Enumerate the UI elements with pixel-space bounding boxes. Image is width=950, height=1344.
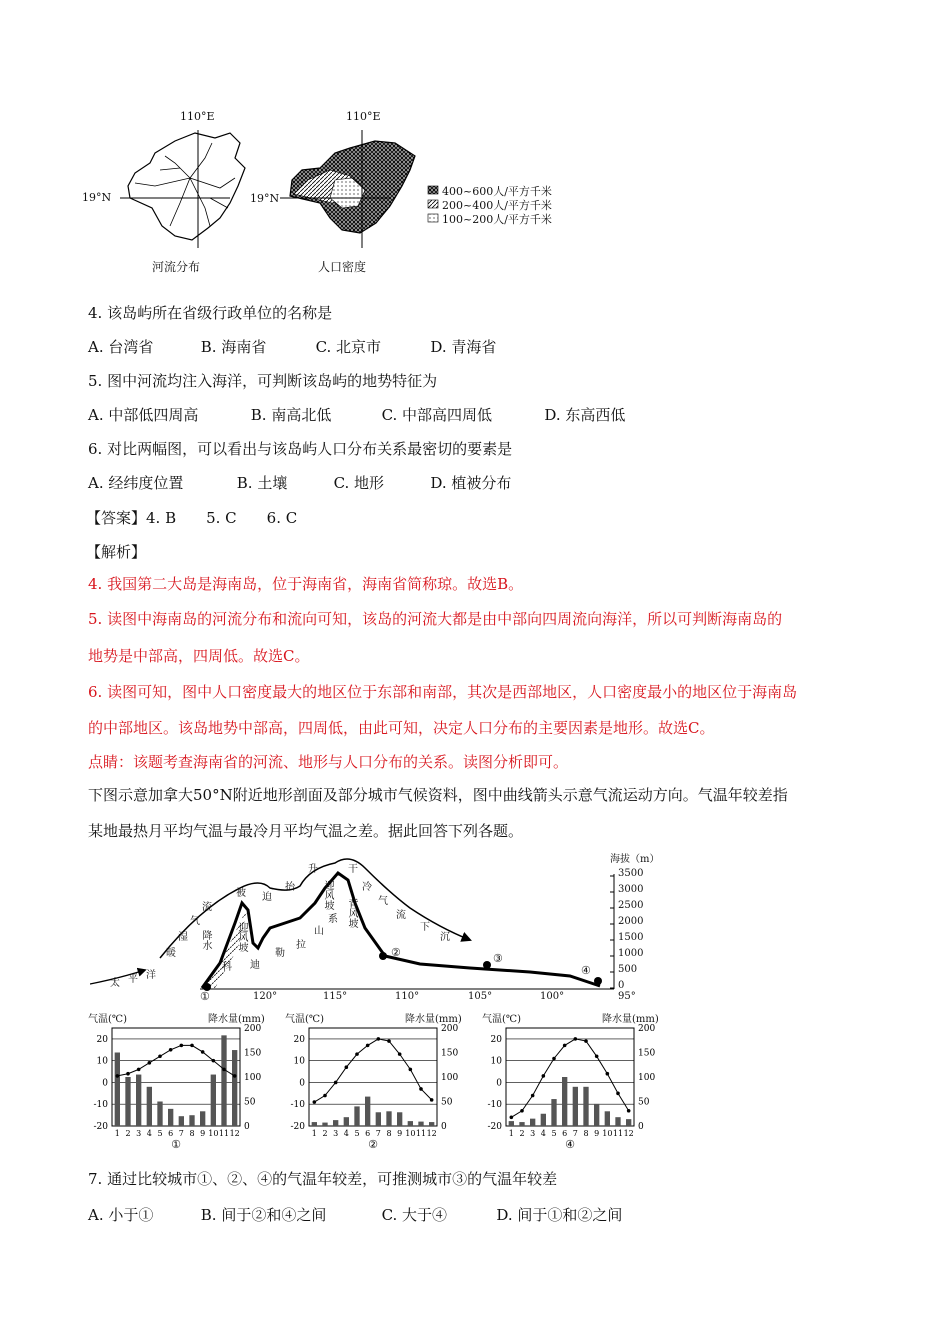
q5-option-a[interactable]: A. 中部低四周高	[88, 406, 199, 424]
month-tick-label: 8	[583, 1129, 589, 1138]
precip-bar	[509, 1121, 514, 1126]
precip-bar	[573, 1087, 578, 1126]
precip-tick-label: 50	[638, 1097, 650, 1108]
temperature-point	[169, 1048, 173, 1052]
precip-tick-label: 50	[244, 1097, 256, 1108]
precip-bar	[157, 1102, 162, 1127]
airflow-12: 流	[396, 910, 406, 921]
leeward: 背风坡	[346, 898, 357, 928]
airflow-1: 暖	[166, 948, 176, 959]
precip-tick-label: 0	[244, 1122, 250, 1132]
legend-mid: 200~400人/平方千米	[442, 199, 552, 212]
legend-swatch-low	[428, 214, 438, 222]
alt-500: 500	[618, 964, 638, 975]
temperature-point	[222, 1068, 226, 1072]
mountain-4: 拉	[296, 940, 306, 951]
pacific-2: 平	[128, 974, 138, 985]
chart2-precip-label: 降水量(mm)	[405, 1014, 462, 1025]
precip-bar	[179, 1116, 184, 1126]
temp-tick-label: -10	[487, 1100, 502, 1111]
q5-option-c[interactable]: C. 中部高四周低	[381, 406, 493, 424]
altitude-title: 海拔（m）	[610, 854, 660, 865]
lon-label-right: 110°E	[346, 110, 381, 123]
temperature-point	[552, 1057, 556, 1061]
precip-bar	[354, 1106, 359, 1126]
airflow-3: 气	[190, 916, 200, 927]
month-tick-label: 6	[168, 1129, 174, 1138]
analysis-line-1: 4. 我国第二大岛是海南岛，位于海南省，海南省简称琼。故选B。	[88, 575, 524, 593]
hainan-figure	[80, 108, 580, 283]
temperature-line	[314, 1039, 431, 1102]
chart1-temp-label: 气温(℃)	[88, 1014, 127, 1025]
mountain-1: 科	[222, 962, 232, 973]
precip-bar	[397, 1112, 402, 1126]
climate-chart-2	[285, 1008, 470, 1150]
population-map	[280, 130, 415, 248]
q4-option-b[interactable]: B. 海南省	[200, 338, 267, 356]
windward-2: 迎风坡	[322, 880, 333, 910]
precip-bar	[125, 1077, 130, 1126]
q5-options	[88, 404, 625, 425]
temperature-point	[430, 1098, 434, 1102]
month-tick-label: 10	[602, 1129, 613, 1138]
pacific-1: 太	[110, 978, 120, 989]
temperature-point	[574, 1037, 578, 1041]
airflow-11: 气	[378, 896, 388, 907]
precip-bar	[626, 1119, 631, 1126]
temperature-point	[334, 1081, 338, 1085]
temp-tick-label: -20	[93, 1122, 108, 1132]
mountain-2: 迪	[250, 960, 260, 971]
chart-frame	[112, 1028, 240, 1126]
month-tick-label: 7	[375, 1129, 381, 1138]
month-tick-label: 11	[218, 1129, 230, 1138]
temperature-point	[409, 1068, 413, 1072]
lon-100: 100°	[540, 991, 565, 1002]
q6-option-d[interactable]: D. 植被分布	[430, 474, 512, 492]
precip-bar	[365, 1097, 370, 1126]
climate-chart-4	[482, 1008, 667, 1150]
q7-option-d[interactable]: D. 间于①和②之间	[496, 1206, 623, 1224]
intro-line-2: 某地最热月平均气温与最冷月平均气温之差。据此回答下列各题。	[88, 822, 524, 840]
temp-tick-label: -20	[487, 1122, 502, 1132]
temp-tick-label: 10	[96, 1056, 108, 1067]
analysis-line-5: 的中部地区。该岛地势中部高，四周低，由此可知，决定人口分布的主要因素是地形。故选C。	[88, 719, 715, 737]
temperature-point	[542, 1074, 546, 1078]
airflow-14: 沉	[440, 932, 450, 943]
temperature-point	[137, 1068, 141, 1072]
lat-label-left: 19°N	[82, 191, 112, 204]
temp-tick-label: -10	[93, 1100, 108, 1111]
climate-chart-2-svg	[285, 1008, 470, 1150]
temperature-point	[313, 1100, 317, 1104]
temperature-point	[563, 1044, 567, 1048]
q7-stem: 7. 通过比较城市①、②、④的气温年较差，可推测城市③的气温年较差	[88, 1170, 558, 1188]
month-tick-label: 12	[229, 1129, 240, 1138]
month-tick-label: 5	[157, 1129, 163, 1138]
month-tick-label: 11	[415, 1129, 427, 1138]
legend-high: 400~600人/平方千米	[442, 185, 552, 198]
temperature-point	[180, 1044, 184, 1048]
mountain-6: 系	[328, 914, 338, 925]
station-2-label: ②	[391, 946, 401, 959]
comment: 点睛：该题考查海南省的河流、地形与人口分布的关系。读图分析即可。	[88, 753, 569, 771]
q7-options	[88, 1204, 622, 1225]
q6-option-c[interactable]: C. 地形	[333, 474, 385, 492]
temp-tick-label: 0	[496, 1078, 502, 1089]
temperature-point	[398, 1052, 402, 1056]
chart4-precip-label: 降水量(mm)	[602, 1014, 659, 1025]
precip-tick-label: 0	[441, 1122, 447, 1132]
temp-tick-label: -10	[290, 1100, 305, 1111]
precip-tick-label: 150	[441, 1048, 459, 1059]
profile-svg	[90, 848, 670, 1008]
climate-chart-4-svg	[482, 1008, 667, 1150]
lon-120: 120°	[253, 991, 278, 1002]
q6-options	[88, 472, 511, 493]
month-tick-label: 12	[426, 1129, 437, 1138]
temp-tick-label: 20	[293, 1034, 305, 1045]
temperature-point	[190, 1044, 194, 1048]
chart4-temp-label: 气温(℃)	[482, 1014, 521, 1025]
precip-tick-label: 100	[638, 1073, 656, 1083]
month-tick-label: 9	[594, 1129, 600, 1138]
chart1-precip-label: 降水量(mm)	[208, 1014, 265, 1025]
precip-bar	[562, 1077, 567, 1126]
month-tick-label: 2	[322, 1129, 328, 1138]
q5-option-d[interactable]: D. 东高西低	[544, 406, 626, 424]
lat-label-right: 19°N	[250, 192, 280, 205]
analysis-line-3: 地势是中部高，四周低。故选C。	[88, 647, 310, 665]
month-tick-label: 3	[136, 1129, 142, 1138]
temp-tick-label: 0	[102, 1078, 108, 1089]
month-tick-label: 12	[623, 1129, 634, 1138]
temperature-point	[377, 1037, 381, 1041]
legend-low: 100~200人/平方千米	[442, 213, 552, 226]
station-4-label: ④	[581, 964, 591, 977]
precip-tick-label: 200	[441, 1024, 459, 1034]
month-tick-label: 2	[519, 1129, 525, 1138]
precip-bar	[541, 1114, 546, 1126]
precip-bar	[344, 1117, 349, 1126]
mountain-5: 山	[314, 926, 324, 937]
temperature-point	[520, 1109, 524, 1113]
alt-3000: 3000	[618, 884, 644, 895]
alt-2000: 2000	[618, 916, 644, 927]
month-tick-label: 7	[178, 1129, 184, 1138]
airflow-2: 湿	[178, 932, 188, 943]
precip-tick-label: 150	[638, 1048, 656, 1059]
chart-caption: ②	[368, 1138, 378, 1150]
airflow-4: 流	[202, 902, 212, 913]
month-tick-label: 1	[311, 1129, 317, 1138]
alt-0: 0	[618, 980, 625, 991]
temperature-point	[627, 1109, 631, 1113]
precip-bar	[429, 1122, 434, 1126]
precip-bar	[322, 1123, 327, 1126]
temperature-point	[345, 1065, 349, 1069]
month-tick-label: 9	[200, 1129, 206, 1138]
profile-figure	[90, 848, 670, 1008]
month-tick-label: 8	[189, 1129, 195, 1138]
temperature-point	[116, 1074, 120, 1078]
temperature-point	[233, 1074, 237, 1078]
month-tick-label: 8	[386, 1129, 392, 1138]
precip-bar	[605, 1111, 610, 1126]
caption-rivers: 河流分布	[152, 260, 201, 274]
precip-bar	[551, 1099, 556, 1126]
month-tick-label: 9	[397, 1129, 403, 1138]
precip-bar	[530, 1119, 535, 1126]
precip-bar	[615, 1117, 620, 1126]
chart-caption: ①	[171, 1138, 181, 1150]
alt-2500: 2500	[618, 900, 644, 911]
month-tick-label: 5	[354, 1129, 360, 1138]
precip-tick-label: 100	[244, 1073, 262, 1083]
lon-95: 95°	[618, 991, 636, 1002]
mountain-3: 勒	[275, 948, 285, 959]
q4-options	[88, 336, 496, 357]
month-tick-label: 3	[333, 1129, 339, 1138]
q7-option-b[interactable]: B. 间于②和④之间	[200, 1206, 327, 1224]
precip-bar	[583, 1087, 588, 1126]
month-tick-label: 6	[562, 1129, 568, 1138]
temperature-point	[158, 1055, 162, 1059]
caption-population: 人口密度	[318, 260, 367, 274]
chart-caption: ④	[565, 1138, 575, 1150]
temp-tick-label: 10	[293, 1056, 305, 1067]
alt-1500: 1500	[618, 932, 644, 943]
temperature-point	[531, 1094, 535, 1098]
precip-tick-label: 50	[441, 1097, 453, 1108]
lon-115: 115°	[323, 991, 348, 1002]
q4-stem: 4. 该岛屿所在省级行政单位的名称是	[88, 304, 333, 322]
airflow-9: 干	[348, 864, 358, 875]
precip-tick-label: 200	[244, 1024, 262, 1034]
legend-swatch-high	[428, 186, 438, 194]
windward-1: 迎风坡	[236, 922, 247, 952]
airflow-8: 升	[308, 864, 318, 875]
intro-line-1: 下图示意加拿大50°N附近地形剖面及部分城市气候资料，图中曲线箭头示意气流运动方向。气温年较差指	[88, 786, 788, 804]
q4-option-d[interactable]: D. 青海省	[430, 338, 497, 356]
temp-tick-label: 10	[490, 1056, 502, 1067]
precip-bar	[147, 1087, 152, 1126]
q5-stem: 5. 图中河流均注入海洋，可判断该岛屿的地势特征为	[88, 372, 438, 390]
temperature-line	[511, 1039, 628, 1117]
analysis-title: 【解析】	[86, 543, 147, 561]
temperature-point	[387, 1039, 391, 1043]
month-tick-label: 4	[540, 1129, 546, 1138]
station-2-dot	[379, 952, 387, 960]
precip-tick-label: 0	[638, 1122, 644, 1132]
precip-bar	[408, 1121, 413, 1126]
alt-3500: 3500	[618, 868, 644, 879]
month-tick-label: 4	[146, 1129, 152, 1138]
airflow-5: 被	[236, 888, 246, 899]
temperature-point	[148, 1061, 152, 1065]
alt-1000: 1000	[618, 948, 644, 959]
precip-bar	[211, 1075, 216, 1126]
q6-option-a[interactable]: A. 经纬度位置	[88, 474, 184, 492]
q4-option-a[interactable]: A. 台湾省	[88, 338, 154, 356]
pacific-3: 洋	[146, 970, 156, 981]
lon-110: 110°	[395, 991, 420, 1002]
river-map	[120, 130, 245, 248]
station-4-dot	[594, 977, 602, 985]
station-3-dot	[483, 961, 491, 969]
chart2-temp-label: 气温(℃)	[285, 1014, 324, 1025]
q7-option-c[interactable]: C. 大于④	[381, 1206, 448, 1224]
precip-bar	[386, 1111, 391, 1126]
month-tick-label: 10	[405, 1129, 416, 1138]
temperature-point	[616, 1092, 620, 1096]
month-tick-label: 6	[365, 1129, 371, 1138]
temperature-point	[323, 1094, 327, 1098]
temp-tick-label: 20	[490, 1034, 502, 1045]
month-tick-label: 4	[343, 1129, 349, 1138]
temp-tick-label: -20	[290, 1122, 305, 1132]
precip-tick-label: 200	[638, 1024, 656, 1034]
precip-tick-label: 100	[441, 1073, 459, 1083]
temperature-point	[584, 1039, 588, 1043]
q7-option-a[interactable]: A. 小于①	[88, 1206, 154, 1224]
month-tick-label: 7	[572, 1129, 578, 1138]
temperature-point	[126, 1072, 130, 1076]
station-1-label: ①	[200, 990, 210, 1003]
analysis-line-2: 5. 读图中海南岛的河流分布和流向可知，该岛的河流大都是由中部向四周流向海洋，所以可判断海南岛的	[88, 610, 783, 628]
station-3-label: ③	[493, 952, 503, 965]
month-tick-label: 5	[551, 1129, 557, 1138]
temperature-point	[419, 1087, 423, 1091]
precip-bar	[376, 1112, 381, 1126]
temp-tick-label: 0	[299, 1078, 305, 1089]
temperature-point	[355, 1052, 359, 1056]
airflow-6: 迫	[262, 892, 272, 903]
analysis-line-4: 6. 读图可知，图中人口密度最大的地区位于东部和南部，其次是西部地区，人口密度最小的地区位于海南岛	[88, 683, 798, 701]
temperature-point	[201, 1050, 205, 1054]
q6-option-b[interactable]: B. 土壤	[236, 474, 288, 492]
precip-bar	[519, 1122, 524, 1126]
precip-tick-label: 150	[244, 1048, 262, 1059]
answer: 【答案】4. B 5. C 6. C	[86, 509, 298, 527]
climate-chart-1	[88, 1008, 273, 1150]
precip-bar	[189, 1115, 194, 1126]
airflow-13: 下	[420, 922, 430, 933]
climate-chart-1-svg	[88, 1008, 273, 1150]
q5-option-b[interactable]: B. 南高北低	[250, 406, 332, 424]
precip-bar	[115, 1053, 120, 1127]
temperature-point	[606, 1072, 610, 1076]
precip-bar	[312, 1122, 317, 1126]
q4-option-c[interactable]: C. 北京市	[315, 338, 382, 356]
month-tick-label: 3	[530, 1129, 536, 1138]
temperature-point	[595, 1055, 599, 1059]
precip-bar	[200, 1111, 205, 1126]
month-tick-label: 10	[208, 1129, 219, 1138]
temperature-point	[366, 1044, 370, 1048]
precip-bar	[418, 1122, 423, 1126]
month-tick-label: 1	[508, 1129, 514, 1138]
airflow-7: 抬	[285, 882, 295, 893]
month-tick-label: 2	[125, 1129, 131, 1138]
temp-tick-label: 20	[96, 1034, 108, 1045]
month-tick-label: 11	[612, 1129, 624, 1138]
lon-label-left: 110°E	[180, 110, 215, 123]
precip-bar	[221, 1035, 226, 1126]
airflow-10: 冷	[362, 882, 372, 893]
month-tick-label: 1	[114, 1129, 120, 1138]
rain-label: 降水	[200, 930, 211, 950]
precip-bar	[168, 1109, 173, 1126]
precip-bar	[136, 1075, 141, 1126]
precip-bar	[594, 1104, 599, 1126]
q6-stem: 6. 对比两幅图，可以看出与该岛屿人口分布关系最密切的要素是	[88, 440, 513, 458]
precip-bar	[232, 1050, 237, 1126]
precip-bar	[333, 1120, 338, 1126]
temperature-point	[510, 1115, 514, 1119]
temperature-point	[212, 1059, 216, 1063]
legend-swatch-mid	[428, 200, 438, 208]
lon-105: 105°	[468, 991, 493, 1002]
